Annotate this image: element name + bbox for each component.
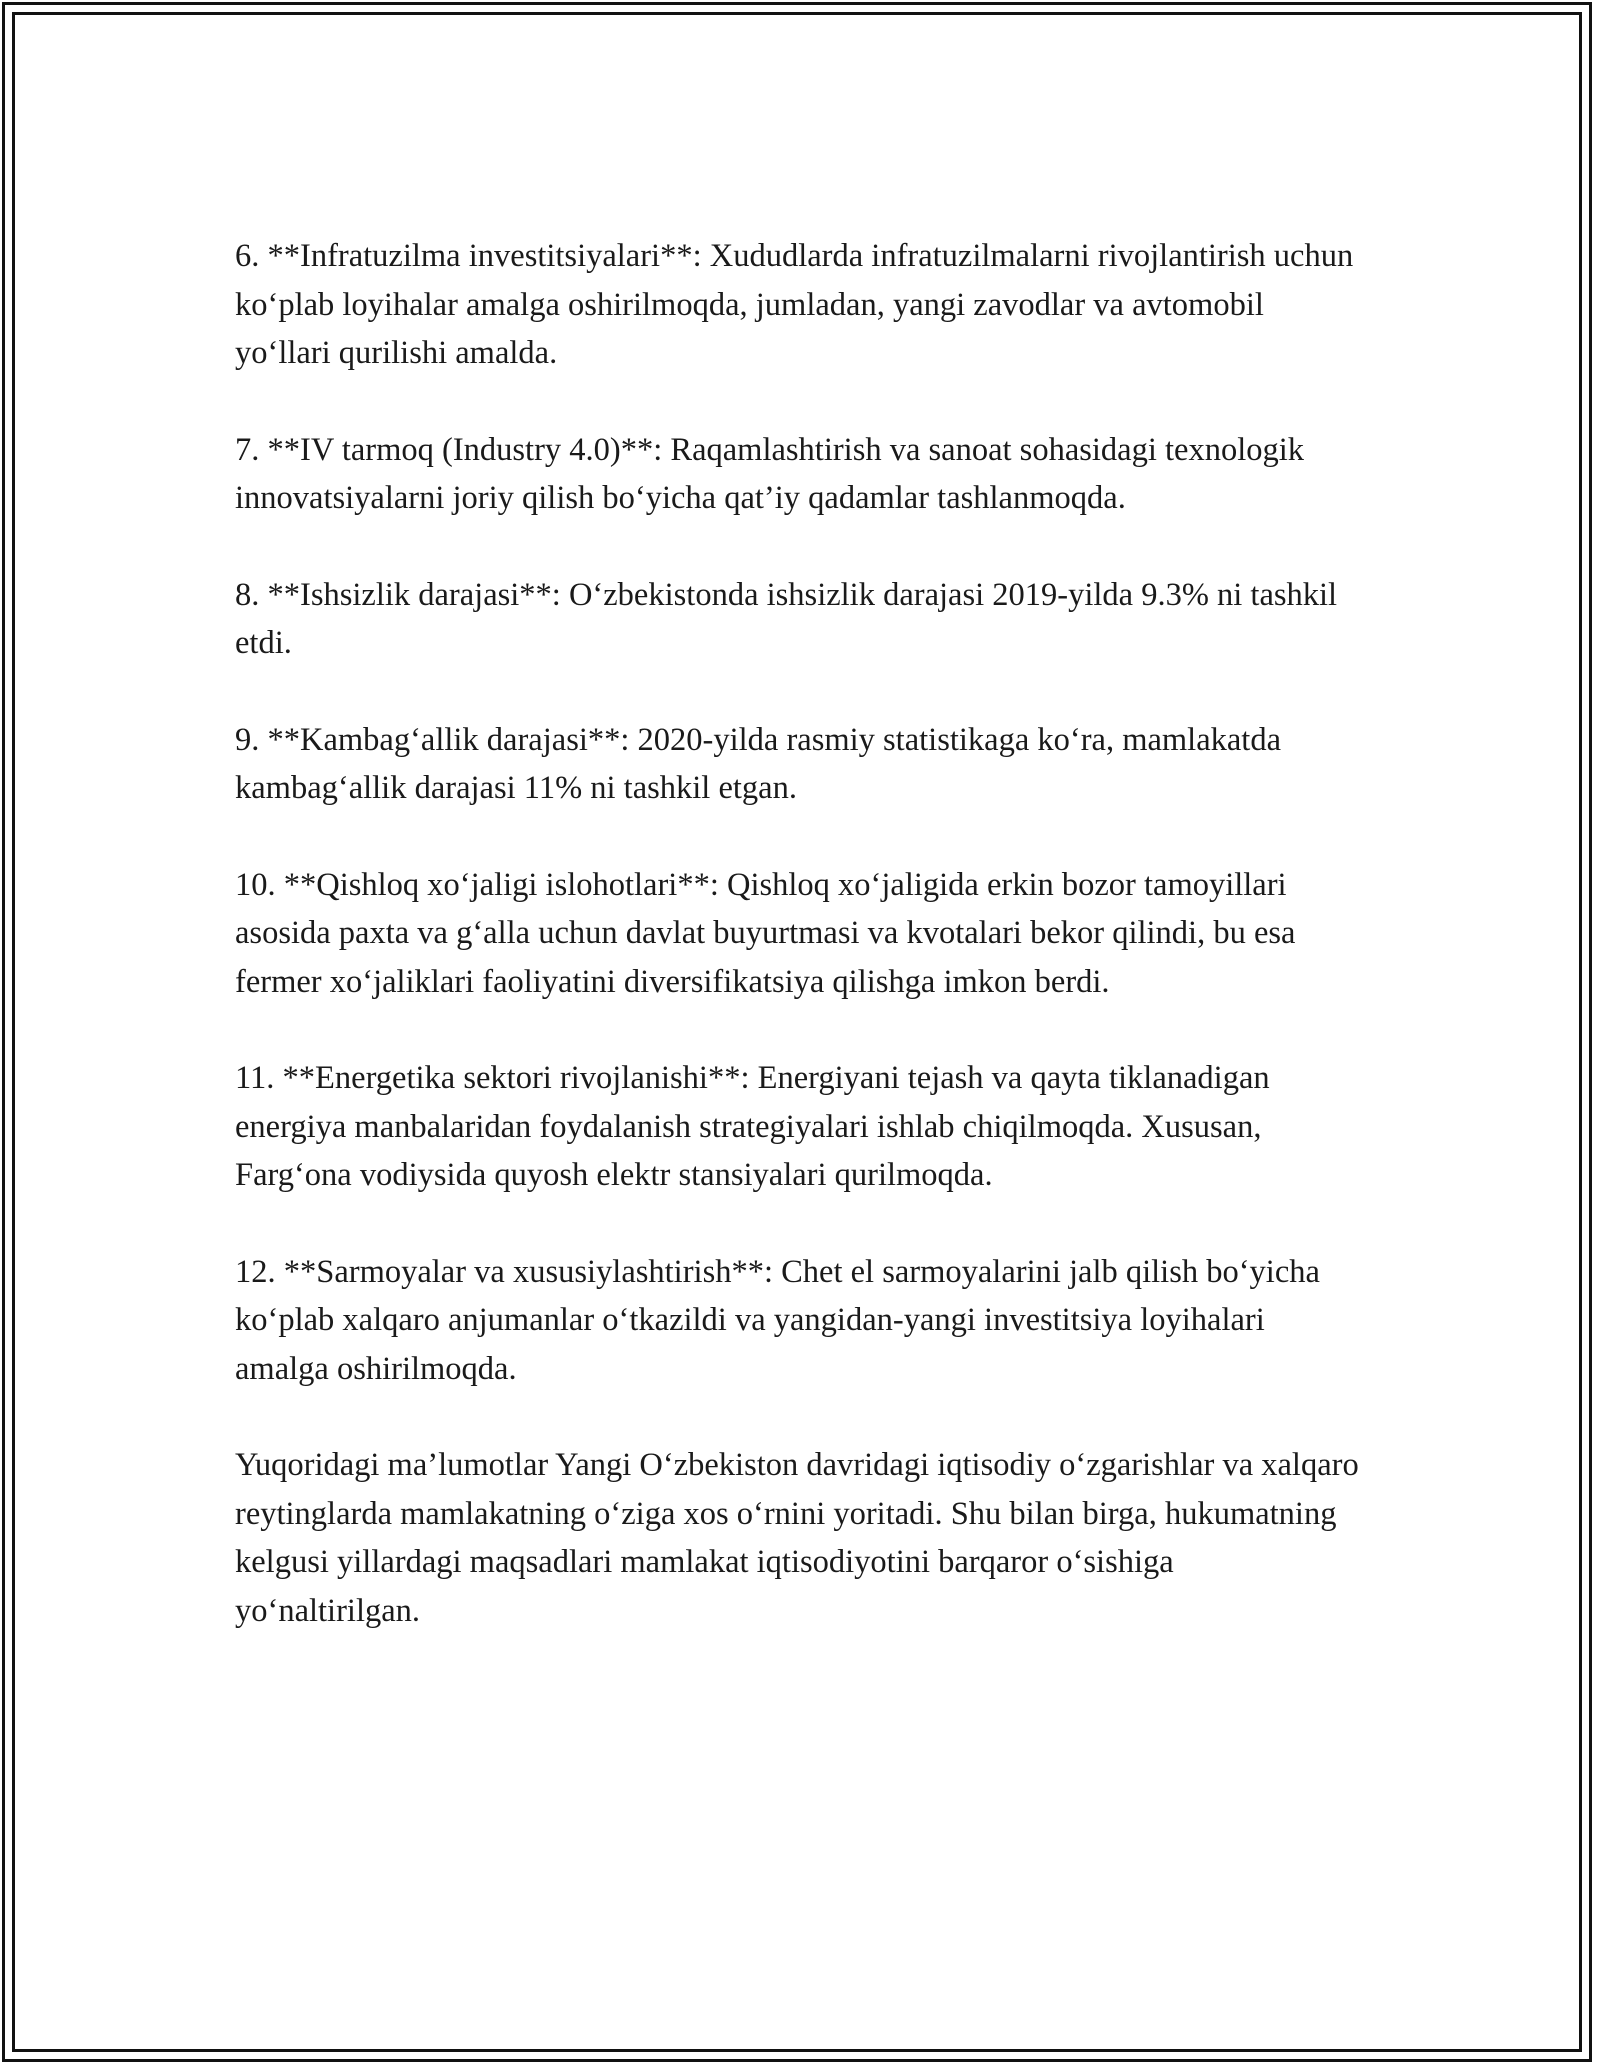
paragraph-item-7: 7. **IV tarmoq (Industry 4.0)**: Raqamlashtirish va sanoat sohasidagi texnologik innovatsiyalarni joriy qilish bo‘yicha qat’iy qadamlar tashlanmoqda. bbox=[235, 431, 1305, 516]
document-body bbox=[235, 232, 1365, 1635]
conclusion-paragraph: Yuqoridagi ma’lumotlar Yangi O‘zbekiston davridagi iqtisodiy o‘zgarishlar va xalqaro reytinglarda mamlakatning o‘ziga xos o‘rnini yoritadi. Shu bilan birga, hukumatning kelgusi yillardagi maqsadlari mamlakat iqtisodiyotini barqaror o‘sishiga yo‘naltirilgan. bbox=[235, 1447, 1359, 1629]
paragraph-item-10: 10. **Qishloq xo‘jaligi islohotlari**: Qishloq xo‘jaligida erkin bozor tamoyillari asosida paxta va g‘alla uchun davlat buyurtmasi va kvotalari bekor qilindi, bu esa fermer xo‘jaliklari faoliyatini diversifikatsiya qilishga imkon berdi. bbox=[235, 866, 1296, 1000]
paragraph-item-9: 9. **Kambag‘allik darajasi**: 2020-yilda rasmiy statistikaga ko‘ra, mamlakatda kambag‘allik darajasi 11% ni tashkil etgan. bbox=[235, 721, 1282, 806]
paragraph-item-6: 6. **Infratuzilma investitsiyalari**: Xududlarda infratuzilmalarni rivojlantirish uchun ko‘plab loyihalar amalga oshirilmoqda, jumladan, yangi zavodlar va avtomobil yo‘llari qurilishi amalda. bbox=[235, 238, 1354, 371]
paragraph-item-8: 8. **Ishsizlik darajasi**: O‘zbekistonda ishsizlik darajasi 2019-yilda 9.3% ni tashkil etdi. bbox=[235, 576, 1338, 661]
paragraph-item-11: 11. **Energetika sektori rivojlanishi**: Energiyani tejash va qayta tiklanadigan energiya manbalaridan foydalanish strategiyalari ishlab chiqilmoqda. Xususan, Farg‘ona vodiysida quyosh elektr stansiyalari qurilmoqda. bbox=[235, 1060, 1270, 1193]
paragraph-item-12: 12. **Sarmoyalar va xususiylashtirish**: Chet el sarmoyalarini jalb qilish bo‘yicha ko‘plab xalqaro anjumanlar o‘tkazildi va yangidan-yangi investitsiya loyihalari amalga oshirilmoqda. bbox=[235, 1253, 1320, 1387]
